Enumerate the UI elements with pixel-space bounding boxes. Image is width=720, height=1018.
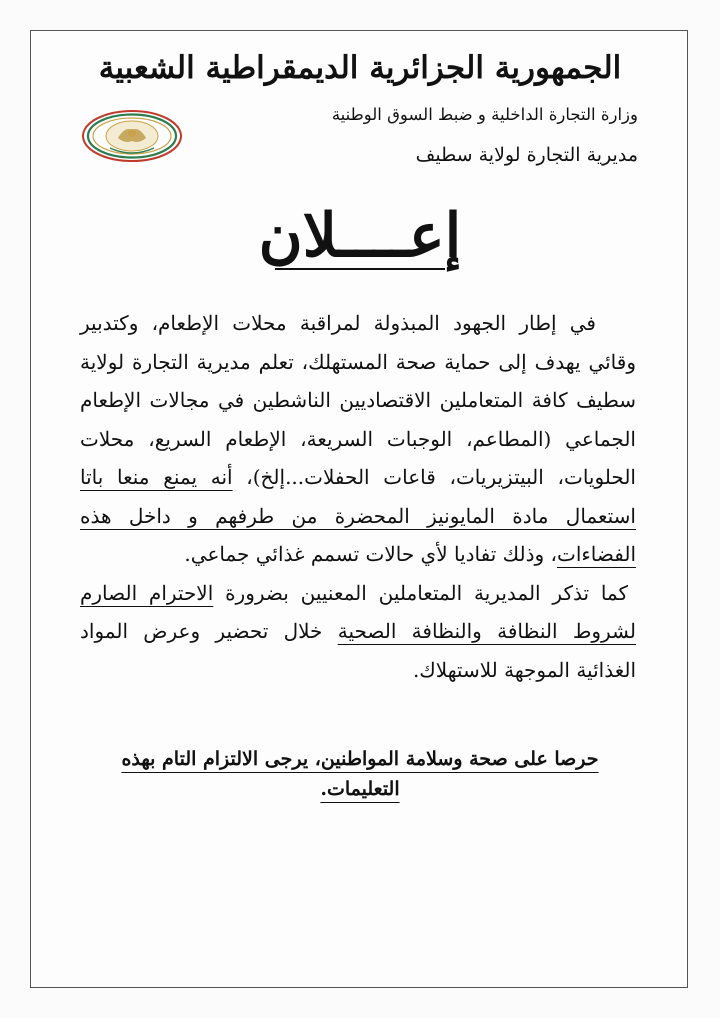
ministry-name: وزارة التجارة الداخلية و ضبط السوق الوطنية: [331, 105, 638, 124]
republic-title: الجمهورية الجزائرية الديمقراطية الشعبية: [98, 50, 622, 86]
paragraph-1-end: ، وذلك تفاديا لأي حالات تسمم غذائي جماعي.: [184, 542, 557, 566]
algeria-emblem-icon: [80, 108, 184, 164]
directorate-name: مديرية التجارة لولاية سطيف: [415, 144, 638, 166]
paragraph-prohibition: [80, 304, 636, 574]
paragraph-1-underlined: أنه يمنع منعا باتا استعمال مادة المايونيز المحضرة من طرفهم و داخل هذه الفضاءات: [80, 465, 636, 566]
announcement-title: إعــــلان: [258, 201, 462, 271]
title-underline: [275, 268, 445, 270]
paragraph-hygiene-reminder: [80, 574, 636, 690]
announcement-body: [80, 304, 636, 689]
paragraph-2-intro: كما تذكر المديرية المتعاملين المعنيين بضرورة: [213, 580, 629, 605]
closing-line: [80, 744, 640, 804]
paragraph-2-underlined: الاحترام الصارم لشروط النظافة والنظافة الصحية: [80, 580, 636, 643]
paragraph-2-end: خلال تحضير وعرض المواد الغذائية الموجهة للاستهلاك.: [80, 619, 636, 682]
closing-text: حرصا على صحة وسلامة المواطنين، يرجى الالتزام التام بهذه التعليمات.: [121, 748, 599, 800]
paragraph-1-intro: في إطار الجهود المبذولة لمراقبة محلات الإطعام، وكتدبير وقائي يهدف إلى حماية صحة المستهلك، تعلم مديرية التجارة لولاية سطيف كافة المتعاملين الاقتصاديين الناشطين في مجالات الإطعام الجماعي (المطاعم، الوجبات السريعة، الإطعام السريع، محلات الحلويات، البيتزيريات، قاعات الحفلات...إلخ)،: [80, 311, 636, 489]
